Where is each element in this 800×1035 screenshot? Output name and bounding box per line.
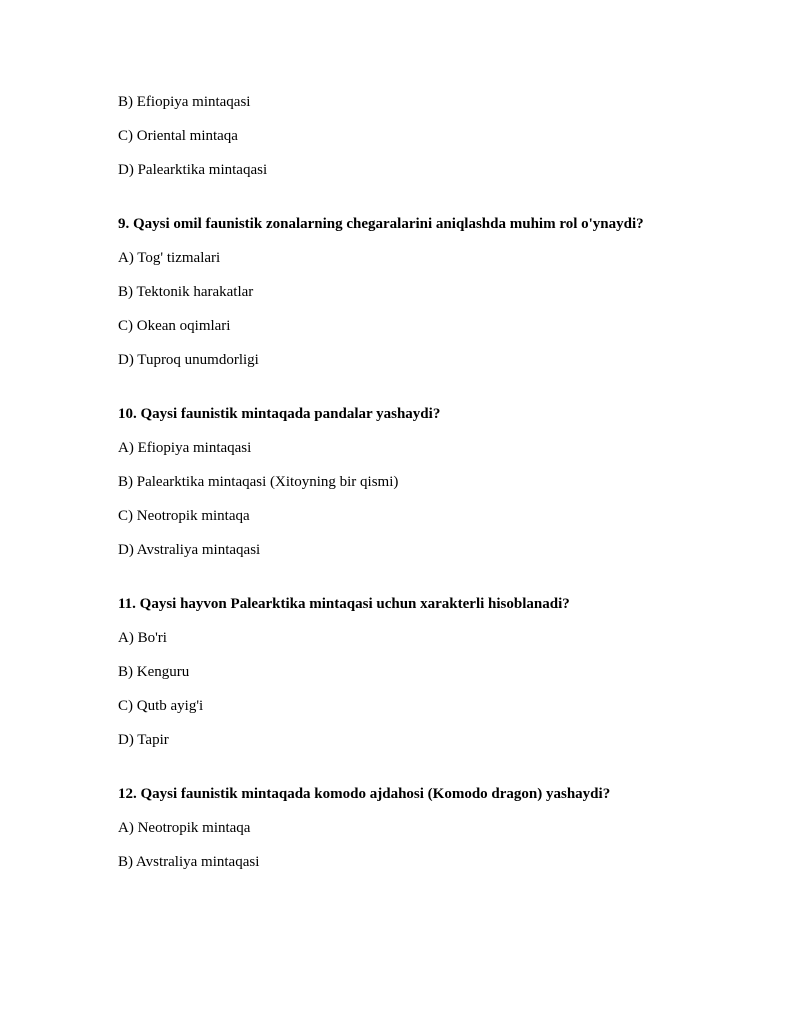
answer-option: C) Okean oqimlari <box>118 318 231 334</box>
question-block-11 <box>118 594 758 750</box>
question-title: 12. Qaysi faunistik mintaqada komodo ajdahosi (Komodo dragon) yashaydi? <box>118 786 611 802</box>
answer-option: D) Tuproq unumdorligi <box>118 352 259 368</box>
quiz-content <box>118 92 758 886</box>
answer-option: C) Neotropik mintaqa <box>118 508 250 524</box>
answer-option: D) Avstraliya mintaqasi <box>118 542 261 558</box>
question-block-9 <box>118 214 758 370</box>
answer-option: A) Efiopiya mintaqasi <box>118 440 252 456</box>
answer-option: D) Palearktika mintaqasi <box>118 162 268 178</box>
question-title: 9. Qaysi omil faunistik zonalarning chegaralarini aniqlashda muhim rol o'ynaydi? <box>118 216 644 232</box>
question-block-10 <box>118 404 758 560</box>
answer-option: B) Avstraliya mintaqasi <box>118 854 260 870</box>
answer-option: A) Tog' tizmalari <box>118 250 221 266</box>
answer-option: B) Efiopiya mintaqasi <box>118 94 251 110</box>
question-title: 10. Qaysi faunistik mintaqada pandalar yashaydi? <box>118 406 441 422</box>
question-block-12 <box>118 784 758 872</box>
answer-option: A) Neotropik mintaqa <box>118 820 251 836</box>
answer-option: B) Kenguru <box>118 664 190 680</box>
answer-option: C) Qutb ayig'i <box>118 698 204 714</box>
answer-option: C) Oriental mintaqa <box>118 128 238 144</box>
answer-option: B) Tektonik harakatlar <box>118 284 254 300</box>
answer-option: D) Tapir <box>118 732 169 748</box>
answer-option: A) Bo'ri <box>118 630 167 646</box>
answer-option: B) Palearktika mintaqasi (Xitoyning bir qismi) <box>118 474 399 490</box>
question-block-8-continued <box>118 92 758 180</box>
question-title: 11. Qaysi hayvon Palearktika mintaqasi uchun xarakterli hisoblanadi? <box>118 596 570 612</box>
